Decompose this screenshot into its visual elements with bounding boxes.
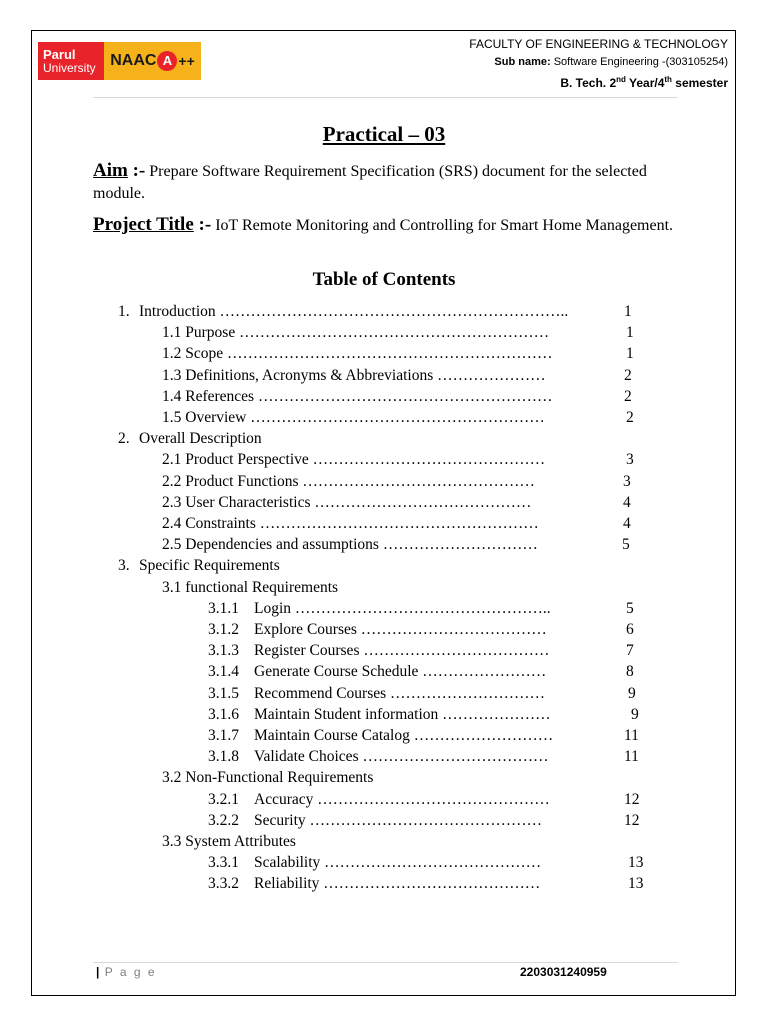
toc-entry-page: 11 bbox=[624, 748, 639, 766]
toc-entry-label: 1.2 Scope ……………………………………………………… bbox=[162, 345, 553, 363]
toc-entry bbox=[118, 366, 678, 386]
toc-entry bbox=[118, 472, 678, 492]
toc-entry-number: 3.1.5 bbox=[208, 684, 239, 702]
toc-entry-label: Recommend Courses ………………………… bbox=[254, 684, 546, 702]
toc-entry-number: 3.1.7 bbox=[208, 727, 239, 744]
toc-entry bbox=[118, 832, 678, 852]
toc-entry-label: 2.2 Product Functions ……………………………………… bbox=[162, 472, 535, 490]
toc-entry-label: Maintain Course Catalog ……………………… bbox=[254, 727, 554, 744]
toc-entry-page: 4 bbox=[623, 515, 631, 532]
toc-entry bbox=[208, 684, 768, 704]
toc-entry-label: Explore Courses ……………………………… bbox=[254, 621, 547, 638]
aim-separator: :- bbox=[127, 160, 146, 181]
semester-line bbox=[560, 75, 728, 90]
toc-title: Table of Contents bbox=[312, 269, 456, 290]
logo-university-text: University bbox=[43, 60, 96, 75]
toc-entry bbox=[208, 874, 768, 894]
logo-parul-text: Parul bbox=[43, 46, 76, 62]
toc-entry-number: 3.1.3 bbox=[208, 642, 239, 660]
toc-entry-page: 5 bbox=[622, 536, 630, 554]
toc-entry-label: Login ………………………………………….. bbox=[254, 599, 551, 617]
toc-entry bbox=[208, 705, 768, 725]
toc-entry bbox=[208, 747, 768, 767]
toc-entry-number: 3.1.1 bbox=[208, 599, 239, 617]
footer-bar: | bbox=[96, 965, 100, 979]
year-mid: Year/4 bbox=[625, 76, 665, 90]
toc-entry-label: 2.5 Dependencies and assumptions ………………………… bbox=[162, 536, 538, 554]
toc-entry bbox=[118, 302, 678, 322]
toc-entry-label: Introduction ………………………………………………………….. bbox=[139, 303, 569, 320]
toc-entry-label: 2.3 User Characteristics …………………………………… bbox=[162, 493, 532, 511]
project-title-text: IoT Remote Monitoring and Controlling for Smart Home Management. bbox=[211, 217, 674, 234]
toc-entry-label: Scalability …………………………………… bbox=[254, 854, 542, 872]
toc-entry-page: 9 bbox=[628, 684, 636, 702]
toc-entry-label: Validate Choices ……………………………… bbox=[254, 748, 549, 766]
toc-entry-number: 2. bbox=[118, 430, 130, 448]
toc-entry-number: 3.1.2 bbox=[208, 621, 239, 638]
toc-entry bbox=[208, 599, 768, 619]
naac-logo bbox=[104, 42, 201, 80]
toc-entry bbox=[118, 768, 678, 788]
naac-grade-plus: ++ bbox=[178, 53, 195, 69]
toc-entry-number: 3. bbox=[118, 557, 130, 575]
toc-entry-label: Overall Description bbox=[139, 430, 262, 448]
toc-entry bbox=[118, 578, 678, 598]
parul-logo bbox=[38, 42, 104, 80]
year-sup-2: th bbox=[664, 75, 672, 84]
toc-entry bbox=[208, 662, 768, 682]
toc-entry-label: 2.4 Constraints ……………………………………………… bbox=[162, 515, 539, 532]
toc-entry-number: 3.3.1 bbox=[208, 854, 239, 872]
enrollment-number: 2203031240959 bbox=[520, 965, 607, 979]
toc-entry-page: 3 bbox=[626, 451, 634, 469]
naac-grade-badge: A bbox=[157, 51, 177, 71]
aim-text: Prepare Software Requirement Specification (SRS) document for the selected module. bbox=[93, 163, 647, 202]
toc-entry-label: Accuracy ……………………………………… bbox=[254, 790, 550, 808]
toc-entry-number: 3.3.2 bbox=[208, 875, 239, 893]
toc-entry bbox=[118, 429, 678, 449]
toc-entry-page: 1 bbox=[624, 303, 632, 320]
toc-entry bbox=[118, 387, 678, 407]
year-suffix: semester bbox=[671, 76, 728, 90]
year-prefix: B. Tech. 2 bbox=[560, 76, 617, 90]
toc-entry-label: Security ……………………………………… bbox=[254, 811, 543, 829]
toc-entry bbox=[208, 811, 768, 831]
toc-entry bbox=[118, 556, 678, 576]
toc-entry-label: Generate Course Schedule …………………… bbox=[254, 663, 547, 681]
toc-entry-label: 1.3 Definitions, Acronyms & Abbreviations ………………… bbox=[162, 366, 546, 384]
toc-entry-number: 3.1.4 bbox=[208, 663, 239, 681]
university-logo bbox=[38, 42, 201, 80]
toc-entry-label: 3.1 functional Requirements bbox=[162, 578, 339, 596]
page-title: Practical – 03 bbox=[322, 122, 446, 146]
toc-entry-page: 2 bbox=[624, 366, 632, 384]
year-sup-1: nd bbox=[616, 75, 626, 84]
footer-page-text: P a g e bbox=[99, 965, 157, 979]
toc-entry bbox=[118, 450, 678, 470]
subject-line bbox=[494, 56, 728, 68]
toc-entry-label: 3.3 System Attributes bbox=[162, 833, 296, 850]
toc-entry bbox=[118, 493, 678, 513]
toc-entry bbox=[118, 344, 678, 364]
toc-entry-label: 3.2 Non-Functional Requirements bbox=[162, 769, 374, 787]
toc-entry bbox=[208, 790, 768, 810]
toc-entry-page: 11 bbox=[624, 727, 639, 744]
toc-entry-page: 6 bbox=[626, 621, 634, 638]
project-title-paragraph bbox=[93, 214, 683, 237]
toc-entry-number: 3.1.8 bbox=[208, 748, 239, 766]
toc-entry-page: 7 bbox=[626, 642, 634, 660]
toc-entry bbox=[208, 726, 768, 746]
toc-entry bbox=[118, 323, 678, 343]
aim-label: Aim bbox=[93, 160, 128, 181]
toc-entry-page: 4 bbox=[623, 493, 631, 511]
toc-entry-label: 1.1 Purpose …………………………………………………… bbox=[162, 324, 550, 342]
toc-entry-number: 3.2.2 bbox=[208, 811, 239, 829]
faculty-heading: FACULTY OF ENGINEERING & TECHNOLOGY bbox=[469, 37, 728, 51]
toc-entry-label: Specific Requirements bbox=[139, 557, 280, 575]
toc-entry-page: 1 bbox=[626, 345, 634, 363]
toc-entry-label: Reliability …………………………………… bbox=[254, 875, 541, 893]
toc-entry-page: 13 bbox=[628, 875, 644, 893]
project-title-separator: :- bbox=[193, 214, 212, 235]
footer-page-label bbox=[96, 965, 157, 979]
toc-entry-page: 3 bbox=[623, 472, 631, 490]
toc-entry-label: 2.1 Product Perspective ……………………………………… bbox=[162, 451, 546, 469]
subject-label: Sub name: bbox=[494, 56, 554, 68]
toc-entry-label: Register Courses ……………………………… bbox=[254, 642, 550, 660]
toc-entry-page: 12 bbox=[624, 811, 640, 829]
toc-entry-page: 2 bbox=[626, 409, 634, 426]
toc-entry-page: 5 bbox=[626, 599, 634, 617]
toc-entry-page: 9 bbox=[631, 705, 639, 723]
toc-entry-label: Maintain Student information ………………… bbox=[254, 705, 551, 723]
project-title-label: Project Title bbox=[93, 214, 194, 235]
toc-entry-number: 3.1.6 bbox=[208, 705, 239, 723]
toc-entry-page: 2 bbox=[624, 387, 632, 405]
toc-entry bbox=[118, 514, 678, 534]
toc-entry bbox=[118, 408, 678, 428]
subject-value: Software Engineering -(303105254) bbox=[553, 56, 728, 68]
toc-entry bbox=[208, 641, 768, 661]
aim-paragraph bbox=[93, 160, 683, 205]
toc-entry-number: 1. bbox=[118, 303, 130, 320]
footer-rule bbox=[93, 962, 678, 963]
toc-entry-label: 1.5 Overview ………………………………………………… bbox=[162, 409, 545, 426]
header-rule bbox=[93, 97, 678, 98]
toc-entry-page: 12 bbox=[624, 790, 640, 808]
logo-naac-text: NAAC bbox=[110, 52, 157, 69]
toc-entry-number: 3.2.1 bbox=[208, 790, 239, 808]
toc-entry-label: 1.4 References ………………………………………………… bbox=[162, 387, 553, 405]
toc-entry-page: 1 bbox=[626, 324, 634, 342]
toc-entry-page: 13 bbox=[628, 854, 644, 872]
toc-entry bbox=[208, 620, 768, 640]
toc-entry-page: 8 bbox=[626, 663, 634, 681]
toc-entry bbox=[208, 853, 768, 873]
toc-entry bbox=[118, 535, 678, 555]
